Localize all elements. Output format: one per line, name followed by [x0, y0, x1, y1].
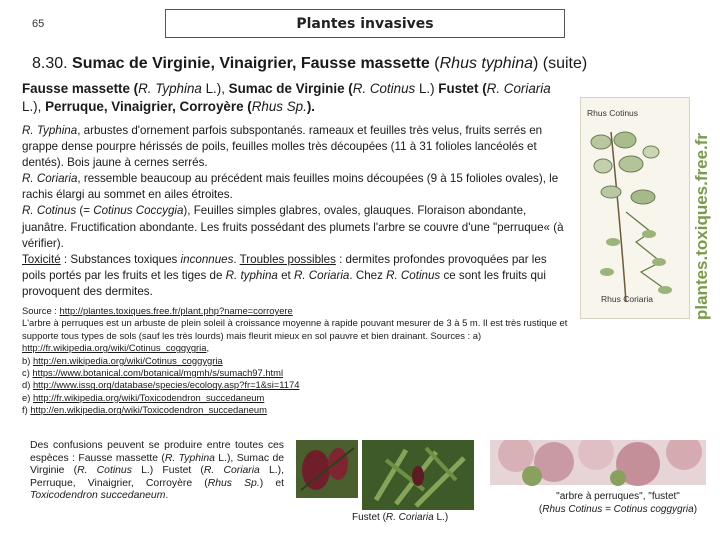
caption-fustet: Fustet (R. Coriaria L.): [352, 512, 449, 523]
photo-fustet-leaves: [362, 440, 474, 510]
svg-text:plantes.toxiques.free.fr: plantes.toxiques.free.fr: [692, 132, 711, 320]
source-link-d[interactable]: http://www.issg.org/database/species/ecology.asp?fr=1&si=1174: [32, 379, 300, 391]
source-link-a[interactable]: http://fr.wikipedia.org/wiki/Cotinus_coggygria: [22, 342, 207, 354]
source-link-c[interactable]: https://www.botanical.com/botanical/mgmh/s/sumach97.html: [32, 367, 284, 379]
source-link-e[interactable]: http://fr.wikipedia.org/wiki/Toxicodendron_succedaneum: [32, 391, 265, 403]
section-title: 8.30. Sumac de Virginie, Vinaigrier, Fausse massette (Rhus typhina) (suite): [32, 55, 588, 72]
source-link-f[interactable]: http://en.wikipedia.org/wiki/Toxicodendron_succedaneum: [30, 404, 267, 416]
species-names: Fausse massette (R. Typhina L.), Sumac de Virginie (R. Cotinus L.) Fustet (R. Coriaria L.), Perruque, Vinaigrier, Corroyère (Rhus Sp.).: [22, 81, 551, 114]
page-number: 65: [32, 18, 45, 30]
botanical-illustration: [580, 97, 690, 319]
main-text: [22, 80, 572, 300]
caption-smoke-bush: "arbre à perruques", "fustet" (Rhus Cotinus = Cotinus coggygria): [538, 491, 698, 515]
source-link-b[interactable]: http://en.wikipedia.org/wiki/Cotinus_coggygria: [32, 354, 223, 366]
para-cotinus: R. Cotinus (= Cotinus Coccygia), Feuilles simples glabres, ovales, glauques. Floraison abondante, juanâtre. Fructification abondante. Les fruits possédant des plumets l'arbre se couvre d'une "perruque« (à vérifier).: [22, 204, 564, 250]
para-typhina: R. Typhina, arbustes d'ornement parfois subspontanés. rameaux et feuilles très velus, fruits serrés en grappe dense pourpre hérissés de poils, feuilles molles très découpées (11 à 31 folioles lancéolés et dentés). Bois jaune à cernes serrés.: [22, 124, 543, 170]
photo-sumac-fruit: [296, 440, 358, 498]
para-toxicity: Toxicité : Substances toxiques inconnues. Troubles possibles : dermites profondes provoquées par les poils portés par les fruits et les tiges de R. typhina et R. Coriaria. Chez R. Cotinus ce sont les fruits qui provoquent des dermites.: [22, 252, 547, 298]
confusion-note: Des confusions peuvent se produire entre toutes ces espèces : Fausse massette (R. Typhina L.), Sumac de Virginie (R. Cotinus L.) Fustet (R. Coriaria L.), Perruque, Vinaigrier, Corroyère (Rhus Sp.) et Toxicodendron succedaneum.: [30, 440, 285, 502]
source-link-main[interactable]: http://plantes.toxiques.free.fr/plant.php?name=corroyere: [59, 305, 293, 316]
header-title: Plantes invasives: [165, 9, 565, 38]
sources: Source : http://plantes.toxiques.free.fr/plant.php?name=corroyere L'arbre à perruques est un arbuste de plein soleil à croissance moyenne à rapide pouvant mesurer de 3 à 5 m. Il est très rustique et supporte tous types de sols (sauf les très lourds) mais fleurit mieux en sol pauvre et bien drainant. Sources : a) http://fr.wikipedia.org/wiki/Cotinus_coggygria, b) http://en.wikipedia.org/wiki/Cotinus_coggygria c) https://www.botanical.com/botanical/mgmh/s/sumach97.html d) http://www.issg.org/database/species/ecology.asp?fr=1&si=1174 e) http://fr.wikipedia.org/wiki/Toxicodendron_succedaneum f) http://en.wikipedia.org/wiki/Toxicodendron_succedaneum: [22, 305, 568, 416]
description: [22, 123, 572, 300]
para-coriaria: R. Coriaria, ressemble beaucoup au précédent mais feuilles moins découpées (9 à 15 folioles ovales), le rachis élargi au sommet en ailes étroites.: [22, 172, 559, 202]
photo-smoke-bush: [490, 440, 706, 486]
label-rhus-coriaria: Rhus Coriaria: [601, 294, 653, 304]
site-watermark: [683, 82, 715, 322]
label-rhus-cotinus: Rhus Cotinus: [587, 108, 639, 118]
plant-drawing: [581, 122, 689, 312]
